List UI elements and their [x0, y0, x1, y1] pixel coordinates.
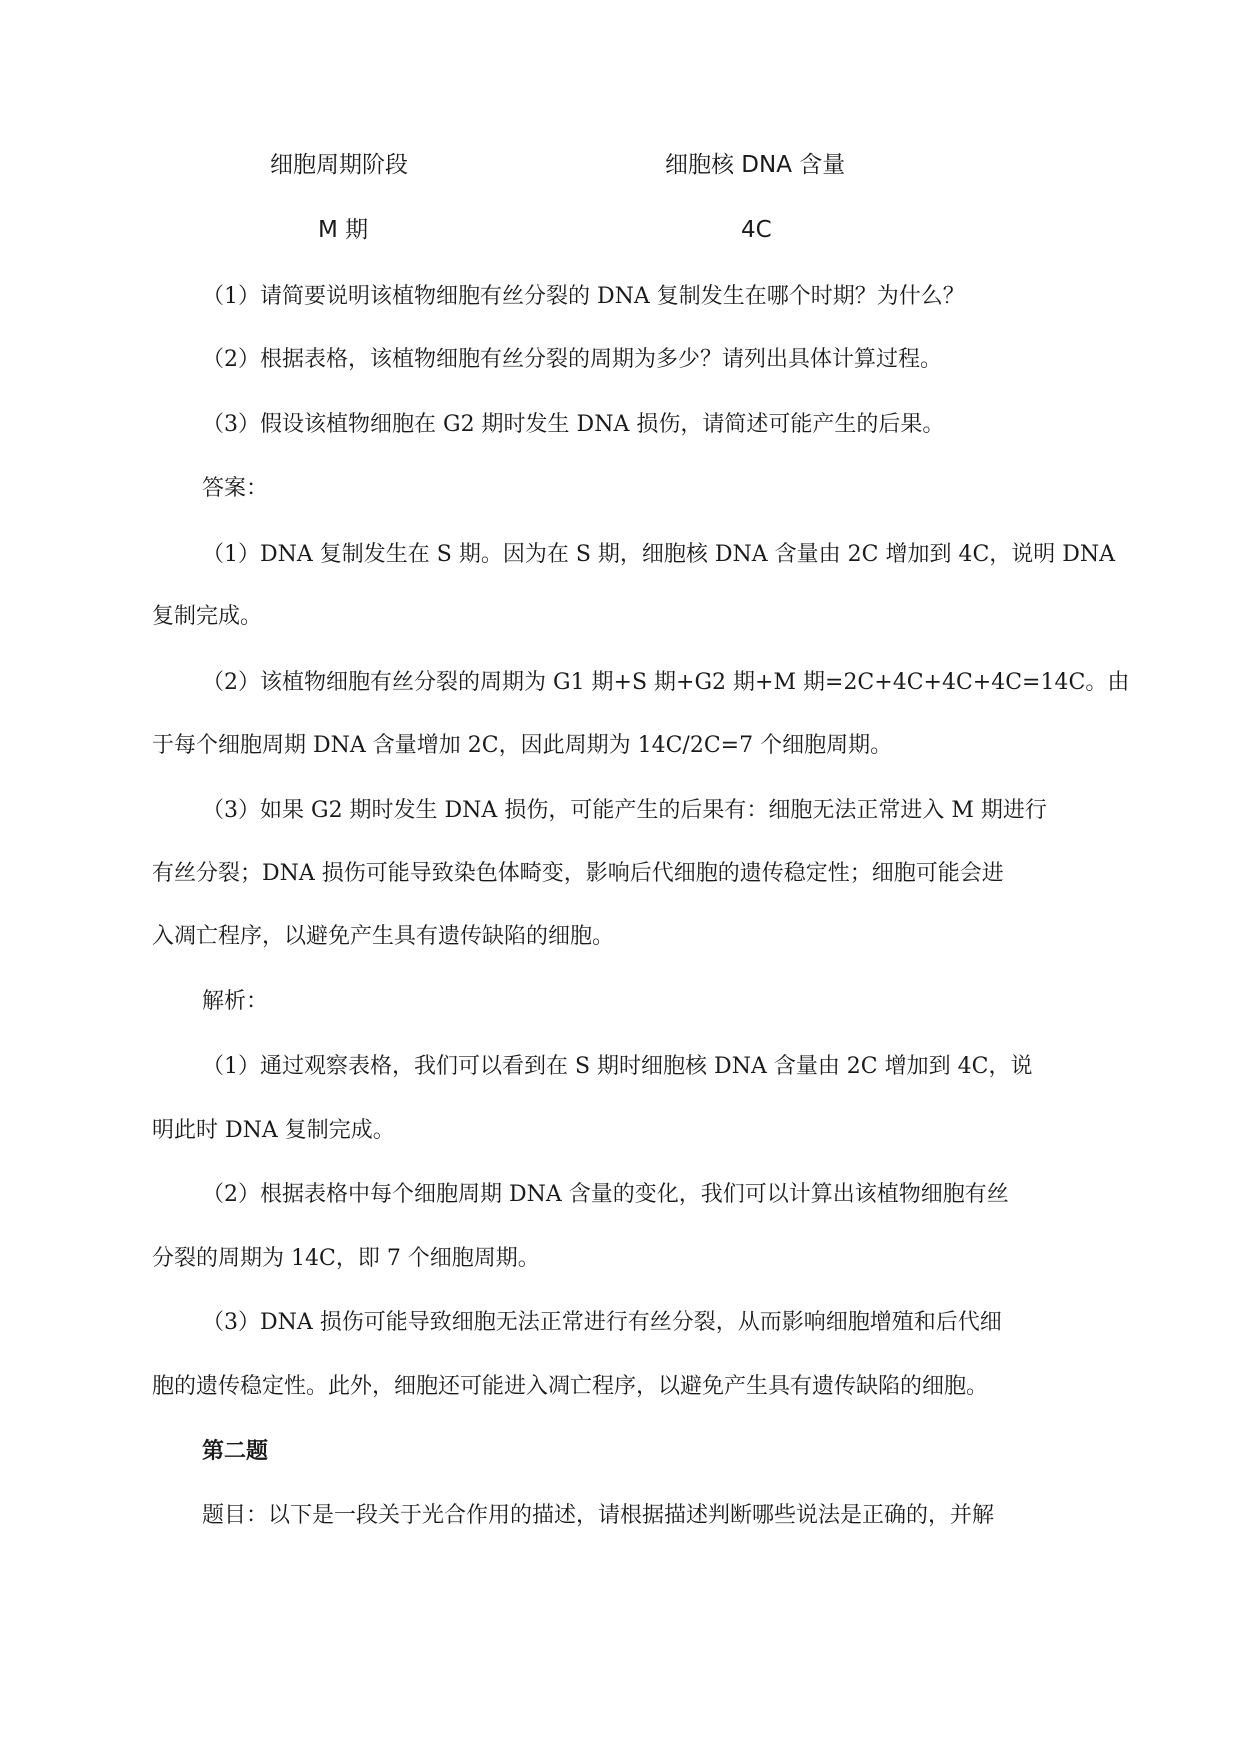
analysis-1-line-1: （1）通过观察表格，我们可以看到在 S 期时细胞核 DNA 含量由 2C 增加到 4C，说 [202, 1054, 1033, 1079]
answer-2-line-1: （2）该植物细胞有丝分裂的周期为 G1 期+S 期+G2 期+M 期=2C+4C+4C+4C=14C。由 [202, 670, 1130, 695]
section-heading: 第二题 [202, 1439, 269, 1464]
table-header-stage: 细胞周期阶段 [270, 152, 408, 178]
table-header-dna: 细胞核 DNA 含量 [665, 152, 846, 178]
question-2: （2）根据表格，该植物细胞有丝分裂的周期为多少？请列出具体计算过程。 [202, 347, 942, 372]
analysis-label: 解析： [202, 989, 269, 1014]
answer-3-line-3: 入凋亡程序，以避免产生具有遗传缺陷的细胞。 [152, 924, 615, 949]
answer-3-line-1: （3）如果 G2 期时发生 DNA 损伤，可能产生的后果有：细胞无法正常进入 M 期进行 [202, 798, 1047, 823]
answer-label: 答案： [202, 476, 269, 501]
question-prompt: 题目：以下是一段关于光合作用的描述，请根据描述判断哪些说法是正确的，并解 [202, 1503, 995, 1528]
question-1: （1）请简要说明该植物细胞有丝分裂的 DNA 复制发生在哪个时期？为什么？ [202, 284, 965, 309]
question-3: （3）假设该植物细胞在 G2 期时发生 DNA 损伤，请简述可能产生的后果。 [202, 412, 945, 437]
table-cell-dna: 4C [741, 217, 772, 243]
analysis-2-line-1: （2）根据表格中每个细胞周期 DNA 含量的变化，我们可以计算出该植物细胞有丝 [202, 1182, 1009, 1207]
analysis-2-line-2: 分裂的周期为 14C，即 7 个细胞周期。 [152, 1246, 540, 1271]
table-cell-stage: M 期 [318, 217, 369, 243]
analysis-3-line-1: （3）DNA 损伤可能导致细胞无法正常进行有丝分裂，从而影响细胞增殖和后代细 [202, 1310, 1002, 1335]
answer-2-line-2: 于每个细胞周期 DNA 含量增加 2C，因此周期为 14C/2C=7 个细胞周期。 [152, 733, 893, 758]
analysis-1-line-2: 明此时 DNA 复制完成。 [152, 1118, 395, 1143]
answer-3-line-2: 有丝分裂；DNA 损伤可能导致染色体畸变，影响后代细胞的遗传稳定性；细胞可能会进 [152, 861, 1004, 886]
answer-1-line-2: 复制完成。 [152, 604, 263, 629]
answer-1-line-1: （1）DNA 复制发生在 S 期。因为在 S 期，细胞核 DNA 含量由 2C 增加到 4C，说明 DNA [202, 542, 1116, 567]
analysis-3-line-2: 胞的遗传稳定性。此外，细胞还可能进入凋亡程序，以避免产生具有遗传缺陷的细胞。 [152, 1374, 989, 1399]
